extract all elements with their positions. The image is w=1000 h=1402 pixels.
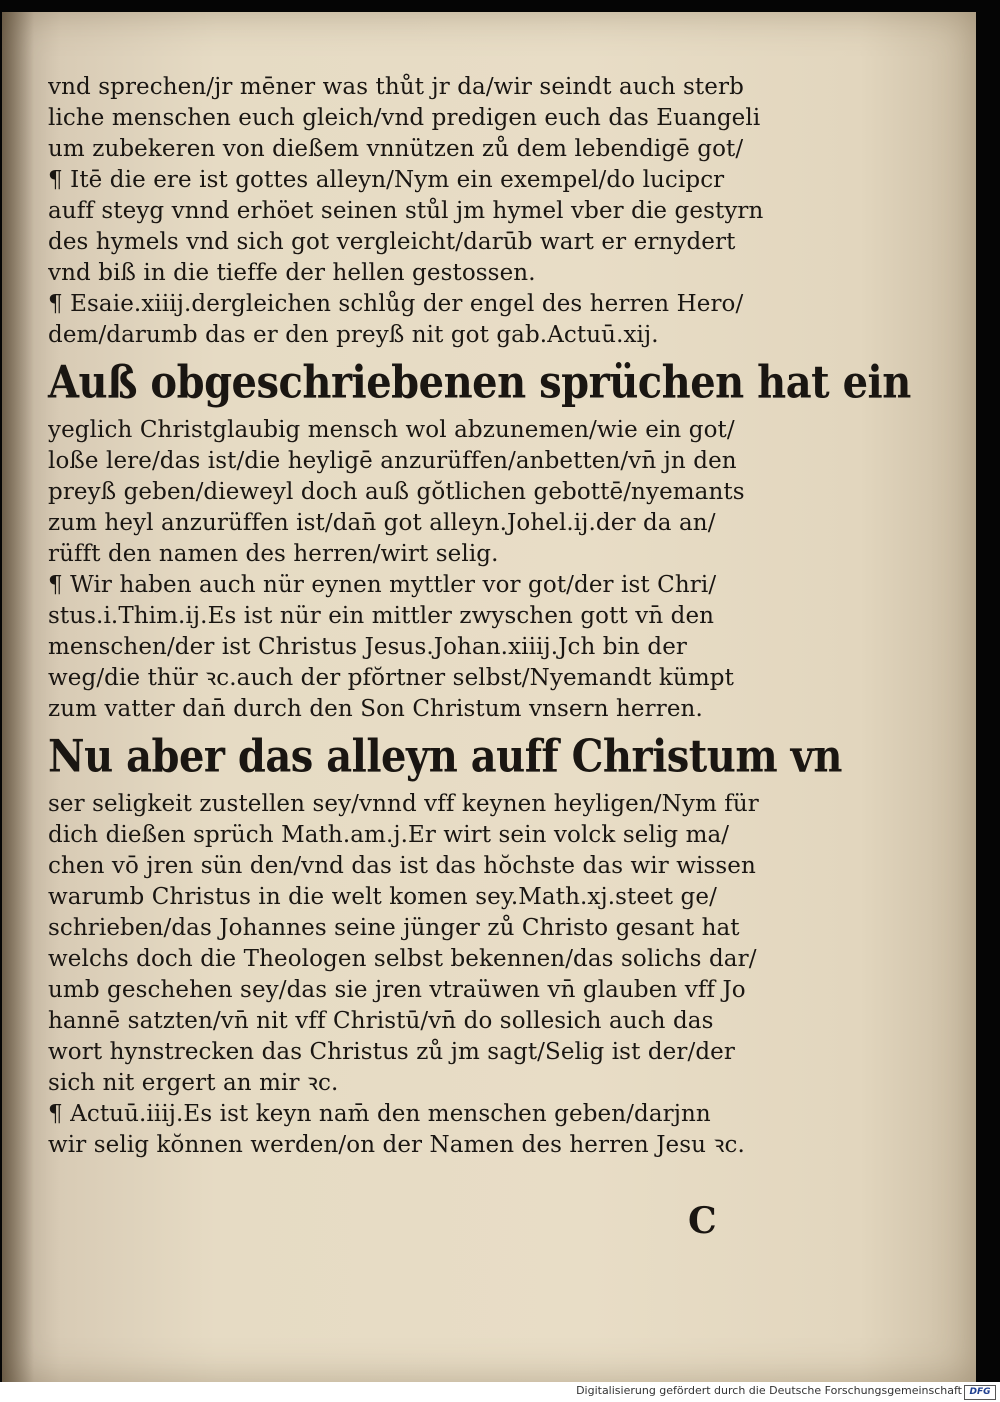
text-line: zum heyl anzurüffen ist/dan̄ got alleyn.Johel.ij.der da an/ — [48, 510, 716, 536]
section-heading: Auß obgeschriebenen sprüchen hat ein — [48, 356, 911, 409]
text-line: yeglich Christglaubig mensch wol abzunemen/wie ein got/ — [48, 417, 735, 443]
text-line: ¶ Wir haben auch nür eynen myttler vor got/der ist Chri/ — [48, 572, 717, 598]
page-text — [48, 72, 911, 1161]
text-line: vnd sprechen/jr mēner was thůt jr da/wir seindt auch sterb — [48, 74, 744, 100]
text-line: loße lere/das ist/die heyligē anzurüffen/anbetten/vn̄ jn den — [48, 448, 737, 474]
catchword: C — [688, 1200, 717, 1242]
text-line: vnd biß in die tieffe der hellen gestossen. — [48, 260, 536, 286]
text-line: welchs doch die Theologen selbst bekennen/das solichs dar/ — [48, 946, 757, 972]
text-line: rüfft den namen des herren/wirt selig. — [48, 541, 499, 567]
text-line: menschen/der ist Christus Jesus.Johan.xiiij.Jch bin der — [48, 634, 688, 660]
dfg-logo-icon[interactable]: DFG — [964, 1385, 996, 1400]
text-line: umb geschehen sey/das sie jren vtraüwen vn̄ glauben vff Jo — [48, 977, 746, 1003]
text-line: stus.i.Thim.ij.Es ist nür ein mittler zwyschen gott vn̄ den — [48, 603, 715, 629]
text-line: hannē satzten/vn̄ nit vff Christū/vn̄ do sollesich auch das — [48, 1008, 714, 1034]
text-line: ¶ Esaie.xiiij.dergleichen schlůg der engel des herren Hero/ — [48, 291, 744, 317]
text-line: wort hynstrecken das Christus zů jm sagt/Selig ist der/der — [48, 1039, 735, 1065]
text-line: schrieben/das Johannes seine jünger zů Christo gesant hat — [48, 915, 740, 941]
text-line: des hymels vnd sich got vergleicht/darūb wart er ernydert — [48, 229, 736, 255]
text-line: auff steyg vnnd erhöet seinen stůl jm hymel vber die gestyrn — [48, 198, 764, 224]
text-line: ser seligkeit zustellen sey/vnnd vff keynen heyligen/Nym für — [48, 791, 759, 817]
text-line: wir selig kŏnnen werden/on der Namen des herren Jesu ꝛc. — [48, 1132, 745, 1158]
section-heading: Nu aber das alleyn auff Christum vn — [48, 730, 842, 783]
text-line: um zubekeren von dießem vnnützen zů dem lebendigē got/ — [48, 136, 744, 162]
text-line: dich dießen sprüch Math.am.j.Er wirt sein volck selig ma/ — [48, 822, 730, 848]
text-line: dem/darumb das er den preyß nit got gab.Actuū.xij. — [48, 322, 659, 348]
text-line: zum vatter dan̄ durch den Son Christum vnsern herren. — [48, 696, 703, 722]
text-line: sich nit ergert an mir ꝛc. — [48, 1070, 339, 1096]
funding-credit: Digitalisierung gefördert durch die Deutsche Forschungsgemeinschaft — [576, 1384, 962, 1397]
text-line: ¶ Actuū.iiij.Es ist keyn nam̄ den menschen geben/darjnn — [48, 1101, 711, 1127]
text-line: ¶ Itē die ere ist gottes alleyn/Nym ein exempel/do lucipcr — [48, 167, 725, 193]
text-line: chen vō jren sün den/vnd das ist das hŏchste das wir wissen — [48, 853, 756, 879]
gutter-shadow — [2, 12, 34, 1382]
text-line: weg/die thür ꝛc.auch der pfŏrtner selbst/Nyemandt kümpt — [48, 665, 734, 691]
text-line: warumb Christus in die welt komen sey.Math.xj.steet ge/ — [48, 884, 717, 910]
text-line: liche menschen euch gleich/vnd predigen euch das Euangeli — [48, 105, 761, 131]
text-line: preyß geben/dieweyl doch auß gŏtlichen gebottē/nyemants — [48, 479, 745, 505]
